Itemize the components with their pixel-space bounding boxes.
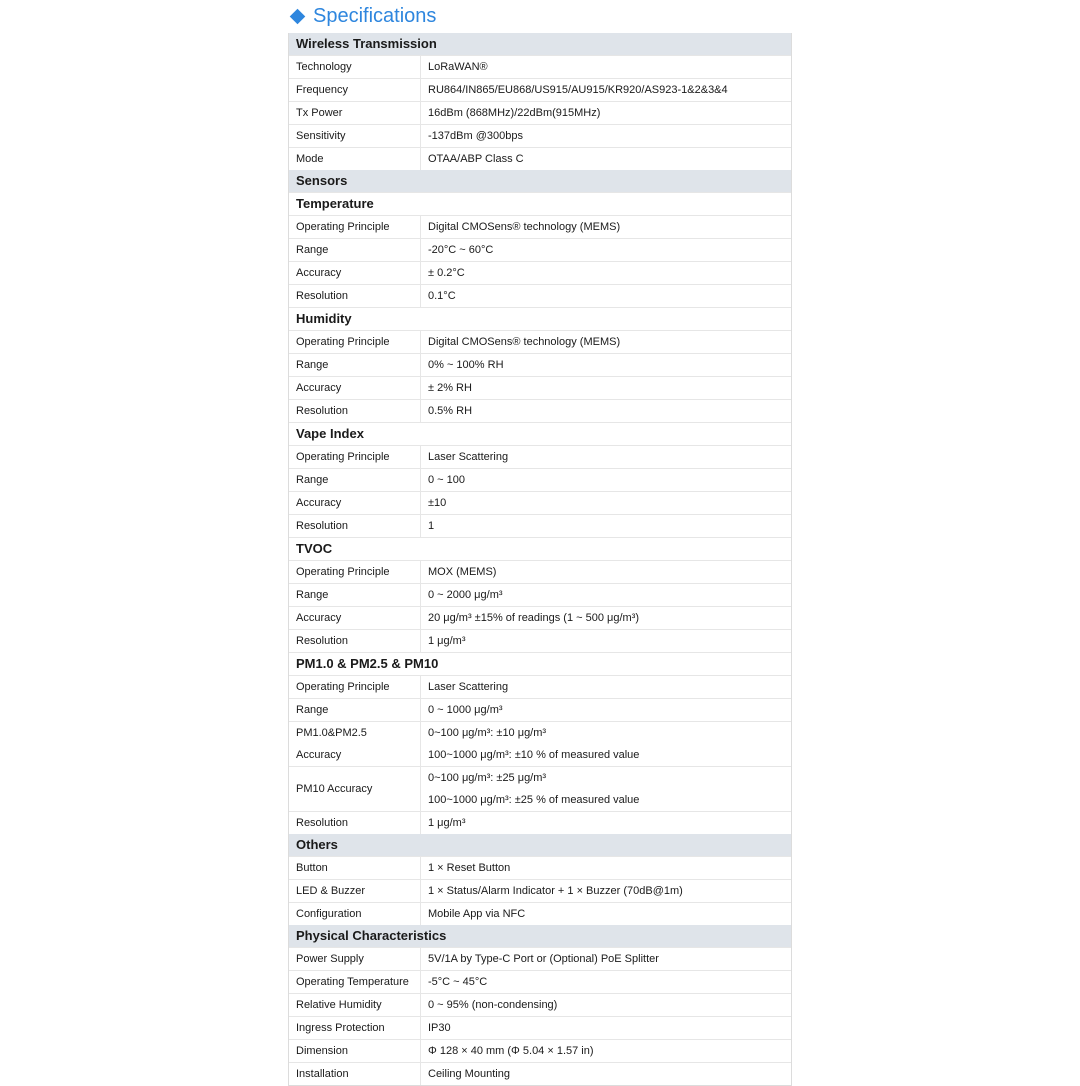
row-label: Technology (289, 56, 421, 78)
row-value: 0% ~ 100% RH (428, 359, 504, 371)
row-label-line: PM1.0&PM2.5 (296, 727, 367, 739)
row-label: Range (289, 354, 421, 376)
section-heading-wireless: Wireless Transmission (289, 33, 791, 55)
row-label: Range (289, 469, 421, 491)
row-label: Resolution (289, 515, 421, 537)
row-value: 0.1°C (428, 290, 456, 302)
row-label-line: Accuracy (296, 749, 342, 761)
row-label: Range (289, 239, 421, 261)
table-row (289, 353, 791, 376)
row-value: Ceiling Mounting (428, 1068, 510, 1080)
row-label: Operating Principle (289, 446, 421, 468)
row-value: IP30 (428, 1022, 451, 1034)
row-value: Φ 128 × 40 mm (Φ 5.04 × 1.57 in) (428, 1045, 594, 1057)
group-heading-vape-index: Vape Index (289, 422, 791, 445)
row-value: ± 2% RH (428, 382, 472, 394)
row-value: 0 ~ 1000 μg/m³ (428, 704, 503, 716)
row-value-line: 0~100 μg/m³: ±25 μg/m³ (428, 772, 547, 784)
group-heading-temperature: Temperature (289, 192, 791, 215)
row-label: Operating Temperature (289, 971, 421, 993)
row-label: Accuracy (289, 492, 421, 514)
row-label: Relative Humidity (289, 994, 421, 1016)
table-row (289, 993, 791, 1016)
table-row (289, 330, 791, 353)
row-value: -5°C ~ 45°C (428, 976, 488, 988)
row-value: 0 ~ 2000 μg/m³ (428, 589, 503, 601)
table-row (289, 856, 791, 879)
table-row (289, 1016, 791, 1039)
row-label: Accuracy (289, 262, 421, 284)
row-label (289, 722, 421, 766)
table-row (289, 261, 791, 284)
row-value: 5V/1A by Type-C Port or (Optional) PoE Splitter (428, 953, 659, 965)
group-heading-humidity: Humidity (289, 307, 791, 330)
row-value: ± 0.2°C (428, 267, 465, 279)
table-row (289, 445, 791, 468)
row-label: Resolution (289, 400, 421, 422)
row-label: Accuracy (289, 377, 421, 399)
row-value: 1 × Reset Button (428, 862, 511, 874)
row-label: PM10 Accuracy (289, 767, 421, 811)
section-heading-physical: Physical Characteristics (289, 925, 791, 947)
row-value: -137dBm @300bps (428, 130, 523, 142)
table-row (289, 491, 791, 514)
row-value: 0.5% RH (428, 405, 473, 417)
table-row (289, 606, 791, 629)
row-value-line: 0~100 μg/m³: ±10 μg/m³ (428, 727, 547, 739)
row-label: Range (289, 699, 421, 721)
row-value: ±10 (428, 497, 447, 509)
table-row (289, 124, 791, 147)
table-row (289, 629, 791, 652)
row-value: 0 ~ 95% (non-condensing) (428, 999, 558, 1011)
table-row (289, 78, 791, 101)
row-label: Power Supply (289, 948, 421, 970)
row-value-line: 100~1000 μg/m³: ±10 % of measured value (428, 749, 640, 761)
section-heading-sensors: Sensors (289, 170, 791, 192)
section-heading-others: Others (289, 834, 791, 856)
row-label: Operating Principle (289, 331, 421, 353)
row-label: Configuration (289, 903, 421, 925)
table-row (289, 811, 791, 834)
table-row (289, 675, 791, 698)
diamond-bullet-icon (290, 8, 306, 24)
row-value: 1 μg/m³ (428, 817, 466, 829)
row-value: 1 × Status/Alarm Indicator + 1 × Buzzer (70dB@1m) (428, 885, 683, 897)
table-row (289, 101, 791, 124)
row-value: Digital CMOSens® technology (MEMS) (428, 336, 621, 348)
row-label: Sensitivity (289, 125, 421, 147)
row-value: 20 μg/m³ ±15% of readings (1 ~ 500 μg/m³) (428, 612, 640, 624)
table-row (289, 879, 791, 902)
row-value: 0 ~ 100 (428, 474, 466, 486)
table-row (289, 698, 791, 721)
table-row (289, 284, 791, 307)
table-row (289, 376, 791, 399)
row-label: Tx Power (289, 102, 421, 124)
row-value: LoRaWAN® (428, 61, 488, 73)
row-value: MOX (MEMS) (428, 566, 497, 578)
row-label: Range (289, 584, 421, 606)
row-value: Laser Scattering (428, 451, 509, 463)
row-label: Resolution (289, 812, 421, 834)
row-value: Digital CMOSens® technology (MEMS) (428, 221, 621, 233)
table-row (289, 468, 791, 491)
table-row (289, 147, 791, 170)
row-value-line: 100~1000 μg/m³: ±25 % of measured value (428, 794, 640, 806)
row-label: LED & Buzzer (289, 880, 421, 902)
row-value: Mobile App via NFC (428, 908, 526, 920)
row-label: Mode (289, 148, 421, 170)
table-row (289, 721, 791, 766)
row-label: Installation (289, 1063, 421, 1085)
table-row (289, 947, 791, 970)
table-row (289, 399, 791, 422)
row-value: 1 μg/m³ (428, 635, 466, 647)
table-row (289, 514, 791, 537)
row-value: 1 (428, 520, 435, 532)
row-value (421, 722, 791, 766)
row-value (421, 767, 791, 811)
table-row (289, 55, 791, 78)
spec-table (288, 33, 792, 1086)
table-row (289, 1062, 791, 1085)
table-row (289, 766, 791, 811)
table-row (289, 238, 791, 261)
row-label: Resolution (289, 285, 421, 307)
page-title: Specifications (313, 4, 437, 27)
table-row (289, 1039, 791, 1062)
row-label: Dimension (289, 1040, 421, 1062)
row-value: -20°C ~ 60°C (428, 244, 494, 256)
row-label: Button (289, 857, 421, 879)
table-row (289, 215, 791, 238)
table-row (289, 970, 791, 993)
title-row (288, 2, 436, 30)
row-value: RU864/IN865/EU868/US915/AU915/KR920/AS923-1&2&3&4 (428, 84, 728, 96)
row-label: Operating Principle (289, 561, 421, 583)
row-value: 16dBm (868MHz)/22dBm(915MHz) (428, 107, 601, 119)
table-row (289, 560, 791, 583)
row-label: Resolution (289, 630, 421, 652)
row-label: Operating Principle (289, 676, 421, 698)
row-label: Frequency (289, 79, 421, 101)
table-row (289, 583, 791, 606)
group-heading-pm: PM1.0 & PM2.5 & PM10 (289, 652, 791, 675)
row-label: Accuracy (289, 607, 421, 629)
row-label: Operating Principle (289, 216, 421, 238)
row-value: OTAA/ABP Class C (428, 153, 524, 165)
row-value: Laser Scattering (428, 681, 509, 693)
row-label: Ingress Protection (289, 1017, 421, 1039)
group-heading-tvoc: TVOC (289, 537, 791, 560)
table-row (289, 902, 791, 925)
